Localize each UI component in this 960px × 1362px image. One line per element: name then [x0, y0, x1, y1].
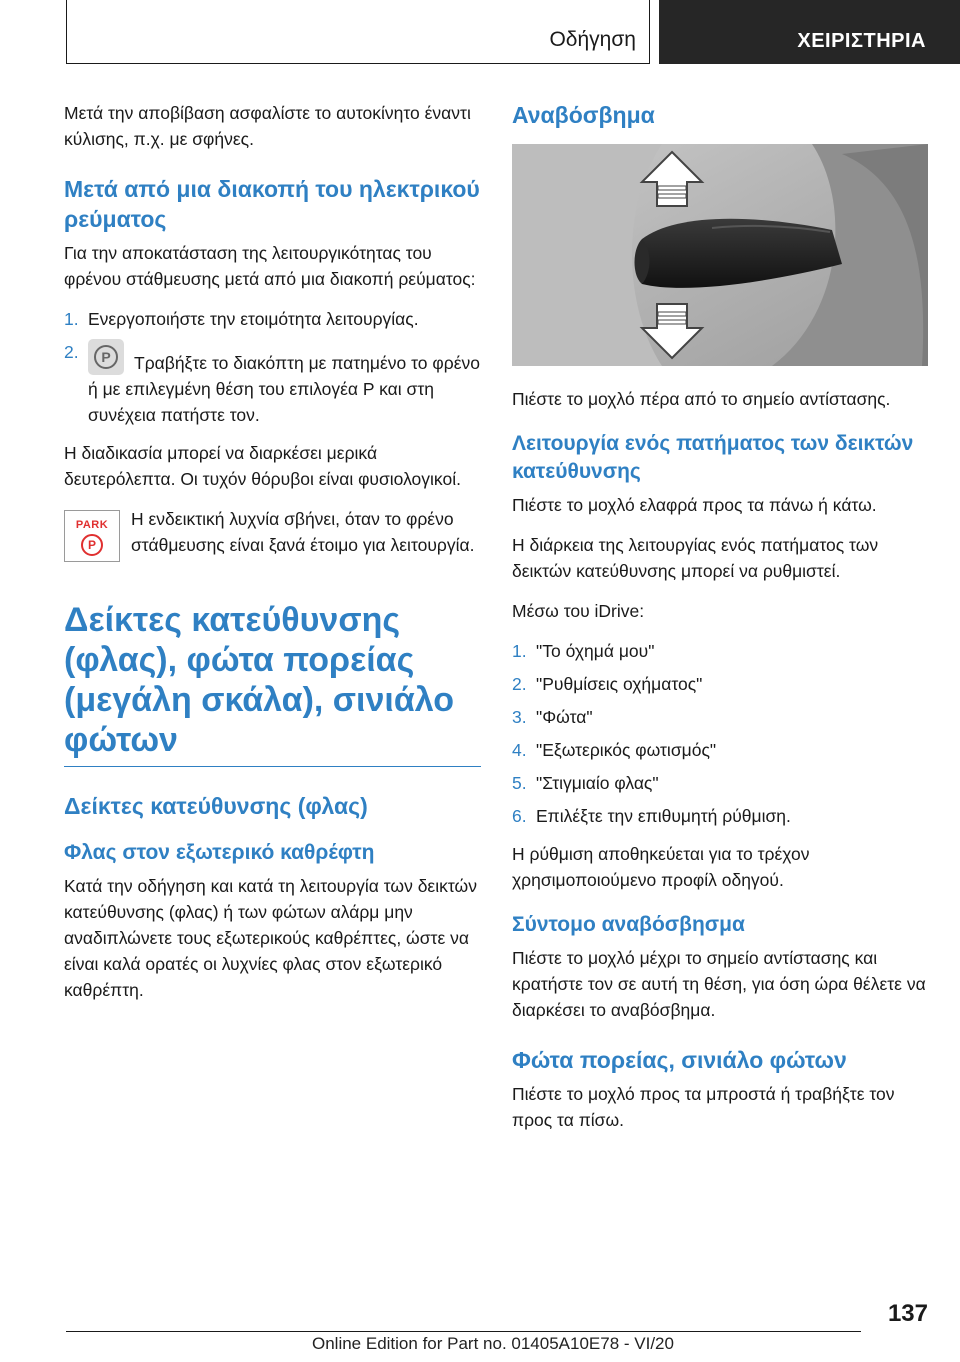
step-text: "Εξωτερικός φωτισμός" [536, 740, 717, 760]
step-number: 2. [512, 674, 527, 694]
indicator-lamp-text: Η ενδεικτική λυχνία σβήνει, όταν το φρένο στάθμευσης είναι ξανά έτοιμο για λειτουργία. [131, 509, 475, 555]
step-number: 4. [512, 740, 527, 760]
duration-paragraph: Η διαδικασία μπορεί να διαρκέσει μερικά δευτερόλεπτα. Οι τυχόν θόρυβοι είναι φυσιολογικοί. [64, 443, 461, 489]
step-number: 5. [512, 773, 527, 793]
high-beam-text: Πιέστε το μοχλό προς τα μπροστά ή τραβήξτε τον προς τα πίσω. [512, 1084, 895, 1130]
step-number: 1. [64, 309, 79, 329]
step-number: 1. [512, 641, 527, 661]
step-text: Επιλέξτε την επιθυμητή ρύθμιση. [536, 806, 791, 826]
power-outage-heading: Μετά από μια διακοπή του ηλεκτρικού ρεύματος [64, 176, 480, 232]
single-touch-heading: Λειτουργία ενός πατήματος των δεικτών κατεύθυνσης [512, 432, 914, 483]
list-item [512, 671, 928, 697]
parking-brake-glyph: P [94, 345, 118, 369]
blinking-heading: Αναβόσβημα [512, 102, 655, 128]
list-item [512, 737, 928, 763]
mirror-signals-text: Κατά την οδήγηση και κατά τη λειτουργία των δεικτών κατεύθυνσης (φλας) ή των φώτων αλάρμ μην αναδιπλώνετε τους εξωτερικούς καθρέπτες, ώστε να είναι καλά ορατές οι λυχνίες φλας στον εξωτερικό καθρέπτη. [64, 876, 477, 1000]
idrive-text: Μέσω του iDrive: [512, 601, 645, 621]
step-text: "Το όχημά μου" [536, 641, 655, 661]
turn-signal-lever-illustration [512, 144, 928, 366]
step-text: "Ρυθμίσεις οχήματος" [536, 674, 703, 694]
left-column [64, 100, 481, 1017]
single-touch-text-2: Η διάρκεια της λειτουργίας ενός πατήματος των δεικτών κατεύθυνσης μπορεί να ρυθμιστεί. [512, 535, 879, 581]
step-text: "Φώτα" [536, 707, 593, 727]
list-item [512, 638, 928, 664]
brief-blink-text: Πιέστε το μοχλό μέχρι το σημείο αντίστασης και κρατήστε τον σε αυτή τη θέση, για όση ώρα θέλετε να διαρκέσει το αναβόσβημα. [512, 948, 926, 1020]
main-section-heading: Δείκτες κατεύθυνσης (φλας), φώτα πορείας (μεγάλη σκάλα), σινιάλο φώτων [64, 601, 455, 759]
edition-footer: Online Edition for Part no. 01405A10E78 - VI/20 [312, 1334, 674, 1353]
list-item [64, 339, 481, 428]
step-number: 2. [64, 342, 79, 362]
main-heading-block [64, 600, 481, 767]
park-icon-label: PARK [75, 519, 109, 531]
brief-blink-heading: Σύντομο αναβόσβησμα [512, 913, 745, 936]
header-chapter-label: ΧΕΙΡΙΣΤΗΡΙΑ [797, 30, 926, 52]
power-outage-text: Για την αποκατάσταση της λειτουργικότητας του φρένου στάθμευσης μετά από μια διακοπή ρεύματος: [64, 243, 476, 289]
step-text: Ενεργοποιήστε την ετοιμότητα λειτουργίας. [88, 309, 419, 329]
page-number: 137 [887, 1300, 928, 1327]
intro-paragraph: Μετά την αποβίβαση ασφαλίστε το αυτοκίνητο έναντι κύλισης, π.χ. με σφήνες. [64, 103, 471, 149]
blinking-text: Πιέστε το μοχλό πέρα από το σημείο αντίστασης. [512, 389, 891, 409]
indicator-lamp-note [64, 506, 481, 566]
list-item [64, 306, 481, 332]
list-item [512, 770, 928, 796]
power-steps-list [64, 306, 481, 428]
step-number: 6. [512, 806, 527, 826]
high-beam-heading: Φώτα πορείας, σινιάλο φώτων [512, 1047, 847, 1073]
single-touch-text-1: Πιέστε το μοχλό ελαφρά προς τα πάνω ή κάτω. [512, 495, 877, 515]
park-indicator-icon [64, 510, 120, 562]
step-number: 3. [512, 707, 527, 727]
mirror-signals-heading: Φλας στον εξωτερικό καθρέφτη [64, 841, 375, 864]
list-item [512, 704, 928, 730]
parking-brake-switch-icon [88, 339, 124, 375]
right-column [512, 100, 928, 1147]
idrive-menu-steps [512, 638, 928, 829]
footer-divider [66, 1331, 861, 1332]
step-text: "Στιγμιαίο φλας" [536, 773, 659, 793]
list-item [512, 803, 928, 829]
turn-signals-heading: Δείκτες κατεύθυνσης (φλας) [64, 793, 368, 819]
park-icon-glyph: P [81, 534, 103, 556]
header-chapter-tab [659, 0, 960, 64]
header-section-title: Οδήγηση [549, 28, 636, 51]
step-text: Τραβήξτε το διακόπτη με πατημένο το φρένο ή με επιλεγμένη θέση του επιλογέα P και στη συνέχεια πατήστε τον. [88, 353, 480, 425]
setting-saved-text: Η ρύθμιση αποθηκεύεται για το τρέχον χρησιμοποιούμενο προφίλ οδηγού. [512, 844, 810, 890]
